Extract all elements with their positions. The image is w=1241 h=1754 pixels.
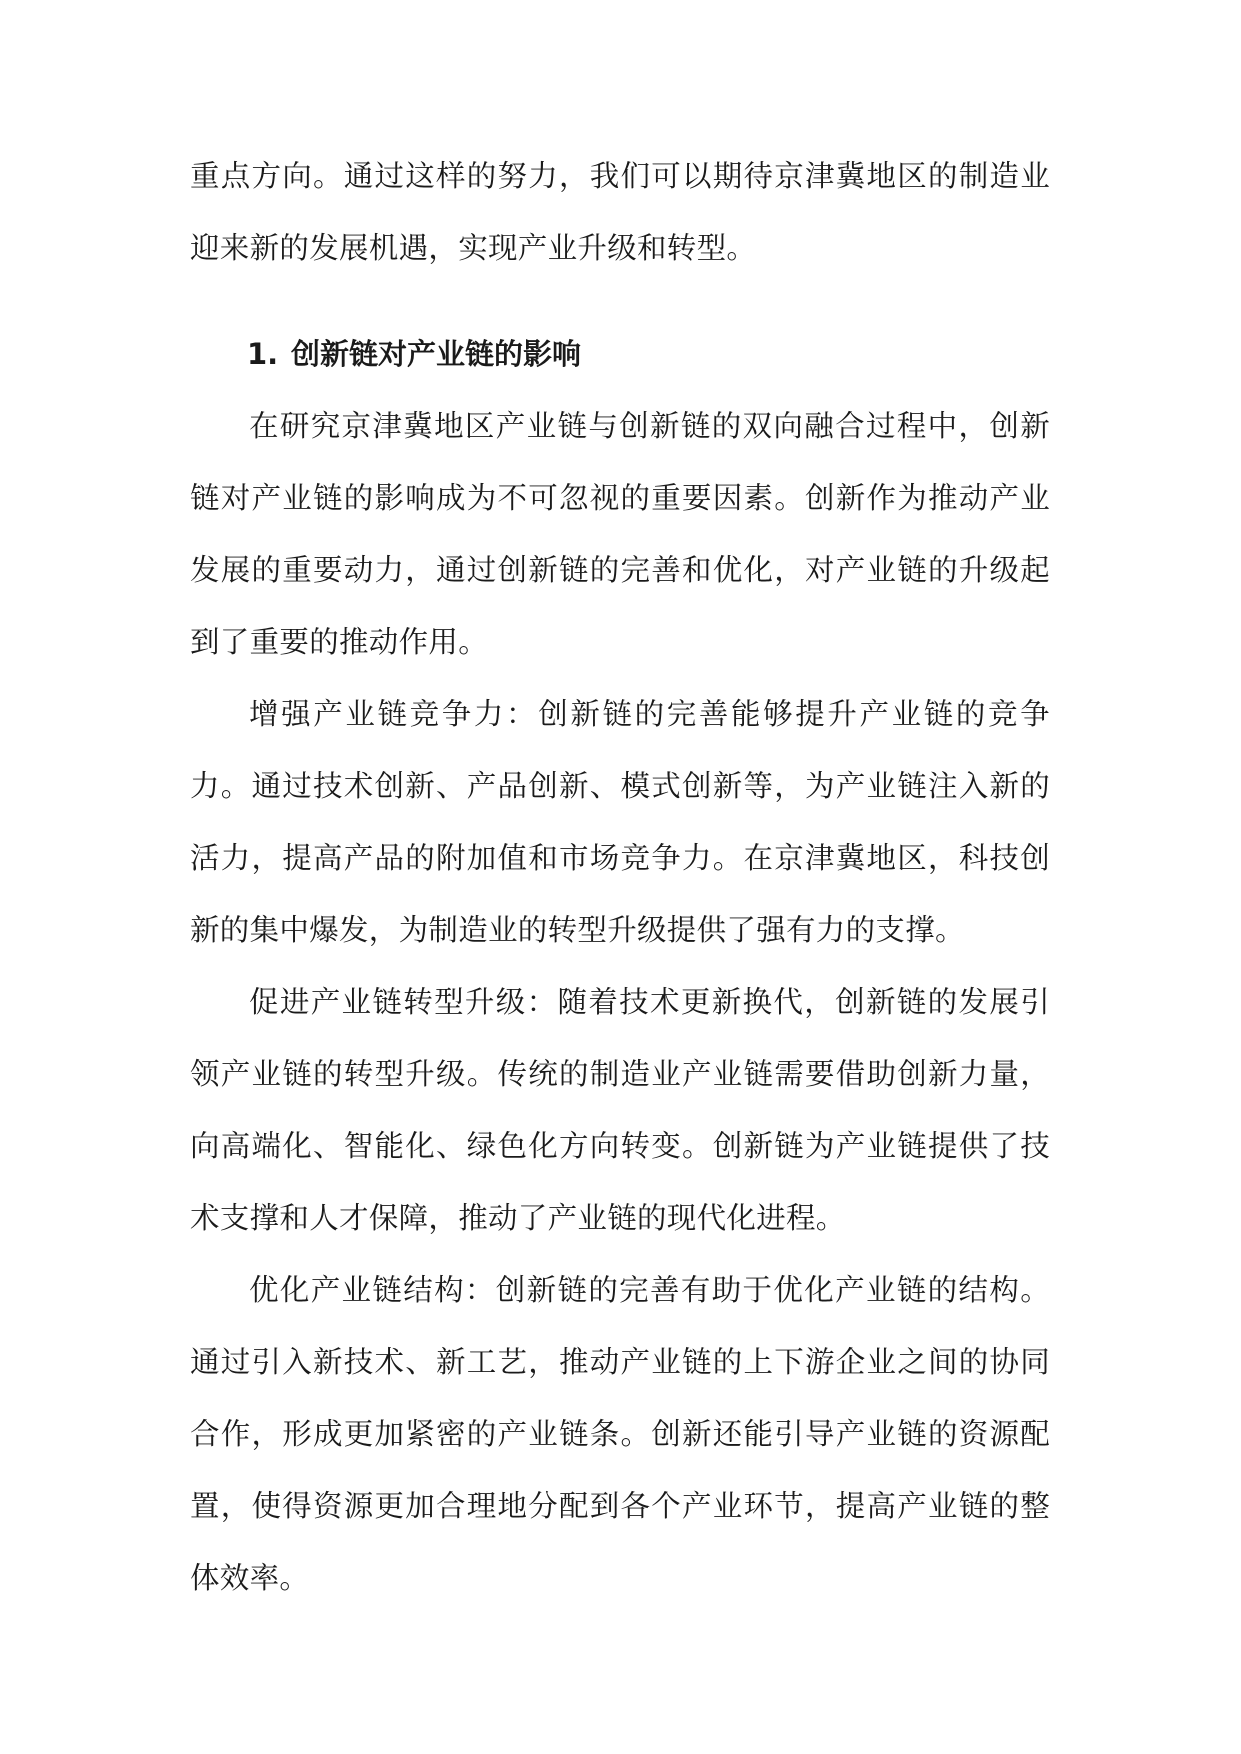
section-heading xyxy=(247,318,581,390)
section-title: 创新链对产业链的影响 xyxy=(291,337,582,371)
section-number: 1. xyxy=(247,337,279,371)
paragraph-transformation: 促进产业链转型升级：随着技术更新换代，创新链的发展引领产业链的转型升级。传统的制造业产业链需要借助创新力量，向高端化、智能化、绿色化方向转变。创新链为产业链提供了技术支撑和人才保障，推动了产业链的现代化进程。 xyxy=(190,985,1050,1235)
paragraph-competitiveness: 增强产业链竞争力：创新链的完善能够提升产业链的竞争力。通过技术创新、产品创新、模式创新等，为产业链注入新的活力，提高产品的附加值和市场竞争力。在京津冀地区，科技创新的集中爆发，为制造业的转型升级提供了强有力的支撑。 xyxy=(190,697,1050,947)
paragraph-structure: 优化产业链结构：创新链的完善有助于优化产业链的结构。通过引入新技术、新工艺，推动产业链的上下游企业之间的协同合作，形成更加紧密的产业链条。创新还能引导产业链的资源配置，使得资源更加合理地分配到各个产业环节，提高产业链的整体效率。 xyxy=(190,1273,1050,1595)
section-body xyxy=(190,390,1050,1614)
continuation-paragraph: 重点方向。通过这样的努力，我们可以期待京津冀地区的制造业迎来新的发展机遇，实现产业升级和转型。 xyxy=(190,159,1050,265)
paragraph-intro: 在研究京津冀地区产业链与创新链的双向融合过程中，创新链对产业链的影响成为不可忽视的重要因素。创新作为推动产业发展的重要动力，通过创新链的完善和优化，对产业链的升级起到了重要的推动作用。 xyxy=(190,409,1050,659)
